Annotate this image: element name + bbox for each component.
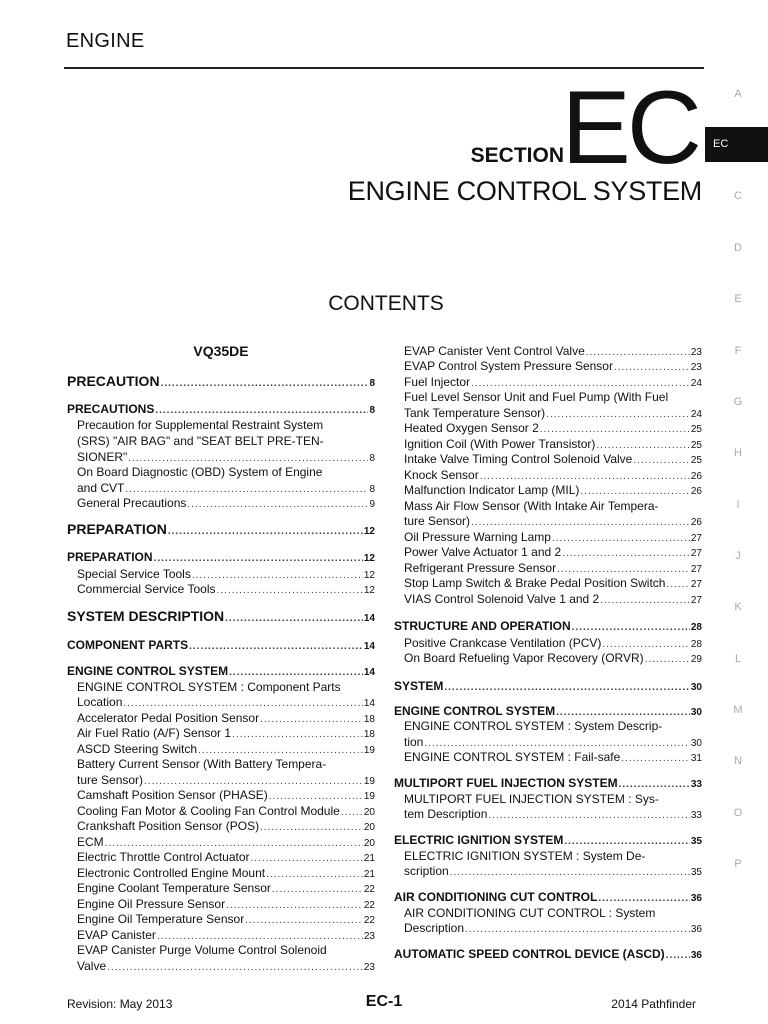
toc-entry[interactable]: EVAP Canister ..... 23 [67, 928, 375, 944]
toc-entry[interactable]: Camshaft Position Sensor (PHASE) ..... 19 [67, 788, 375, 804]
toc-entry[interactable]: Power Valve Actuator 1 and 2 ..... 27 [394, 545, 702, 561]
toc-entry[interactable]: Knock Sensor ..... 26 [394, 468, 702, 484]
index-letter[interactable]: I [736, 499, 740, 511]
toc-entry[interactable]: SYSTEM DESCRIPTION ..... 14 [67, 609, 375, 626]
toc-entry-line[interactable]: ELECTRIC IGNITION SYSTEM : System De- [404, 849, 646, 863]
toc-entry-line[interactable]: AIR CONDITIONING CUT CONTROL : System [404, 906, 656, 920]
toc-entry[interactable]: Engine Oil Temperature Sensor ..... 22 [67, 912, 375, 928]
toc-entry[interactable]: and CVT ..... 8 [67, 481, 375, 497]
index-letter[interactable]: N [734, 755, 742, 767]
toc-entry[interactable]: Positive Crankcase Ventilation (PCV) ..... 28 [394, 636, 702, 652]
toc-entry[interactable]: Electronic Controlled Engine Mount ..... 21 [67, 866, 375, 882]
toc-entry[interactable]: General Precautions ..... 9 [67, 496, 375, 512]
toc-entry[interactable]: ASCD Steering Switch ..... 19 [67, 742, 375, 758]
toc-entry[interactable]: PRECAUTION ..... 8 [67, 374, 375, 391]
toc-entry[interactable]: ENGINE CONTROL SYSTEM : Fail-safe ..... 31 [394, 750, 702, 766]
toc-entry[interactable]: Description ..... 36 [394, 921, 702, 937]
index-letter[interactable]: J [735, 550, 741, 562]
toc-entry[interactable]: Cooling Fan Motor & Cooling Fan Control Module ..... 20 [67, 804, 375, 820]
toc-entry[interactable]: ture Sensor) ..... 19 [67, 773, 375, 789]
toc-entry[interactable]: Tank Temperature Sensor) ..... 24 [394, 406, 702, 422]
active-section-tab[interactable]: EC [705, 127, 768, 162]
toc-entry[interactable]: Ignition Coil (With Power Transistor) ..... 25 [394, 437, 702, 453]
toc-entry[interactable]: STRUCTURE AND OPERATION ..... 28 [394, 619, 702, 635]
header-rule [64, 67, 704, 69]
toc-entry[interactable]: SIONER" ..... 8 [67, 450, 375, 466]
toc-entry[interactable]: AUTOMATIC SPEED CONTROL DEVICE (ASCD) ..... 36 [394, 947, 702, 963]
section-label: SECTION [470, 144, 564, 167]
toc-entry[interactable]: ELECTRIC IGNITION SYSTEM ..... 35 [394, 833, 702, 849]
contents-heading: CONTENTS [328, 292, 444, 315]
toc-entry-line[interactable]: (SRS) "AIR BAG" and "SEAT BELT PRE-TEN- [77, 434, 324, 448]
index-letter[interactable]: K [734, 601, 742, 613]
footer-revision: Revision: May 2013 [67, 997, 173, 1011]
toc-entry[interactable]: VIAS Control Solenoid Valve 1 and 2 ..... 27 [394, 592, 702, 608]
toc-entry[interactable]: COMPONENT PARTS ..... 14 [67, 638, 375, 654]
toc-entry[interactable]: Engine Coolant Temperature Sensor ..... 22 [67, 881, 375, 897]
toc-entry[interactable]: ENGINE CONTROL SYSTEM ..... 14 [67, 664, 375, 680]
toc-entry[interactable]: SYSTEM ..... 30 [394, 679, 702, 695]
toc-entry[interactable]: Stop Lamp Switch & Brake Pedal Position Switch ..... 27 [394, 576, 702, 592]
index-letter[interactable]: D [734, 242, 742, 254]
toc-entry[interactable]: ENGINE CONTROL SYSTEM ..... 30 [394, 704, 702, 720]
index-letter[interactable]: G [733, 396, 743, 408]
toc-entry[interactable]: tion ..... 30 [394, 735, 702, 751]
toc-entry[interactable]: Electric Throttle Control Actuator ..... 21 [67, 850, 375, 866]
toc-entry[interactable]: Fuel Injector ..... 24 [394, 375, 702, 391]
index-letter[interactable]: C [734, 190, 742, 202]
index-letter[interactable]: L [734, 653, 742, 665]
section-name: ENGINE CONTROL SYSTEM [347, 176, 702, 206]
index-letter[interactable]: E [734, 293, 742, 305]
footer-page-number: EC-1 [365, 993, 403, 1010]
toc-entry-line[interactable]: Fuel Level Sensor Unit and Fuel Pump (With Fuel [404, 390, 669, 404]
toc-entry[interactable]: Oil Pressure Warning Lamp ..... 27 [394, 530, 702, 546]
toc-entry-line[interactable]: ENGINE CONTROL SYSTEM : System Descrip- [404, 719, 663, 733]
subsection-title: VQ35DE [193, 343, 249, 359]
index-letter[interactable]: M [733, 704, 743, 716]
toc-entry[interactable]: AIR CONDITIONING CUT CONTROL ..... 36 [394, 890, 702, 906]
toc-entry[interactable]: tem Description ..... 33 [394, 807, 702, 823]
toc-entry[interactable]: EVAP Control System Pressure Sensor ..... 23 [394, 359, 702, 375]
toc-entry[interactable]: Heated Oxygen Sensor 2 ..... 25 [394, 421, 702, 437]
toc-entry[interactable]: EVAP Canister Vent Control Valve ..... 23 [394, 344, 702, 360]
toc-entry-line[interactable]: Precaution for Supplemental Restraint System [77, 418, 324, 432]
toc-entry[interactable]: scription ..... 35 [394, 864, 702, 880]
toc-entry-line[interactable]: Mass Air Flow Sensor (With Intake Air Tempera- [404, 499, 659, 513]
index-letter[interactable]: H [734, 447, 742, 459]
index-letter[interactable]: O [733, 807, 743, 819]
toc-entry[interactable]: Air Fuel Ratio (A/F) Sensor 1 ..... 18 [67, 726, 375, 742]
toc-entry[interactable]: ECM ..... 20 [67, 835, 375, 851]
toc-entry[interactable]: Special Service Tools ..... 12 [67, 567, 375, 583]
toc-entry[interactable]: Crankshaft Position Sensor (POS) ..... 20 [67, 819, 375, 835]
index-letter[interactable]: F [734, 345, 742, 357]
toc-entry[interactable]: Intake Valve Timing Control Solenoid Valve ..... 25 [394, 452, 702, 468]
running-header-title: ENGINE [66, 30, 145, 52]
toc-entry[interactable]: Engine Oil Pressure Sensor ..... 22 [67, 897, 375, 913]
toc-entry[interactable]: Accelerator Pedal Position Sensor ..... 18 [67, 711, 375, 727]
toc-entry[interactable]: MULTIPORT FUEL INJECTION SYSTEM ..... 33 [394, 776, 702, 792]
toc-entry-line[interactable]: EVAP Canister Purge Volume Control Solenoid [77, 943, 327, 957]
toc-entry[interactable]: PREPARATION ..... 12 [67, 550, 375, 566]
toc-entry[interactable]: Malfunction Indicator Lamp (MIL) ..... 26 [394, 483, 702, 499]
toc-entry-line[interactable]: On Board Diagnostic (OBD) System of Engine [77, 465, 323, 479]
toc-entry[interactable]: PREPARATION ..... 12 [67, 522, 375, 539]
toc-entry-line[interactable]: MULTIPORT FUEL INJECTION SYSTEM : Sys- [404, 792, 659, 806]
toc-entry[interactable]: Commercial Service Tools ..... 12 [67, 582, 375, 598]
toc-entry[interactable]: Location ..... 14 [67, 695, 375, 711]
toc-entry[interactable]: Valve ..... 23 [67, 959, 375, 975]
toc-entry-line[interactable]: Battery Current Sensor (With Battery Tempera- [77, 757, 327, 771]
toc-entry[interactable]: ture Sensor) ..... 26 [394, 514, 702, 530]
toc-entry-line[interactable]: ENGINE CONTROL SYSTEM : Component Parts [77, 680, 341, 694]
toc-entry[interactable]: On Board Refueling Vapor Recovery (ORVR) ..... 29 [394, 651, 702, 667]
toc-entry[interactable]: PRECAUTIONS ..... 8 [67, 402, 375, 418]
index-letter[interactable]: P [734, 858, 742, 870]
index-letter[interactable]: A [734, 88, 742, 100]
footer-model: 2014 Pathfinder [611, 997, 696, 1011]
section-code: EC [561, 70, 698, 186]
toc-entry[interactable]: Refrigerant Pressure Sensor ..... 27 [394, 561, 702, 577]
